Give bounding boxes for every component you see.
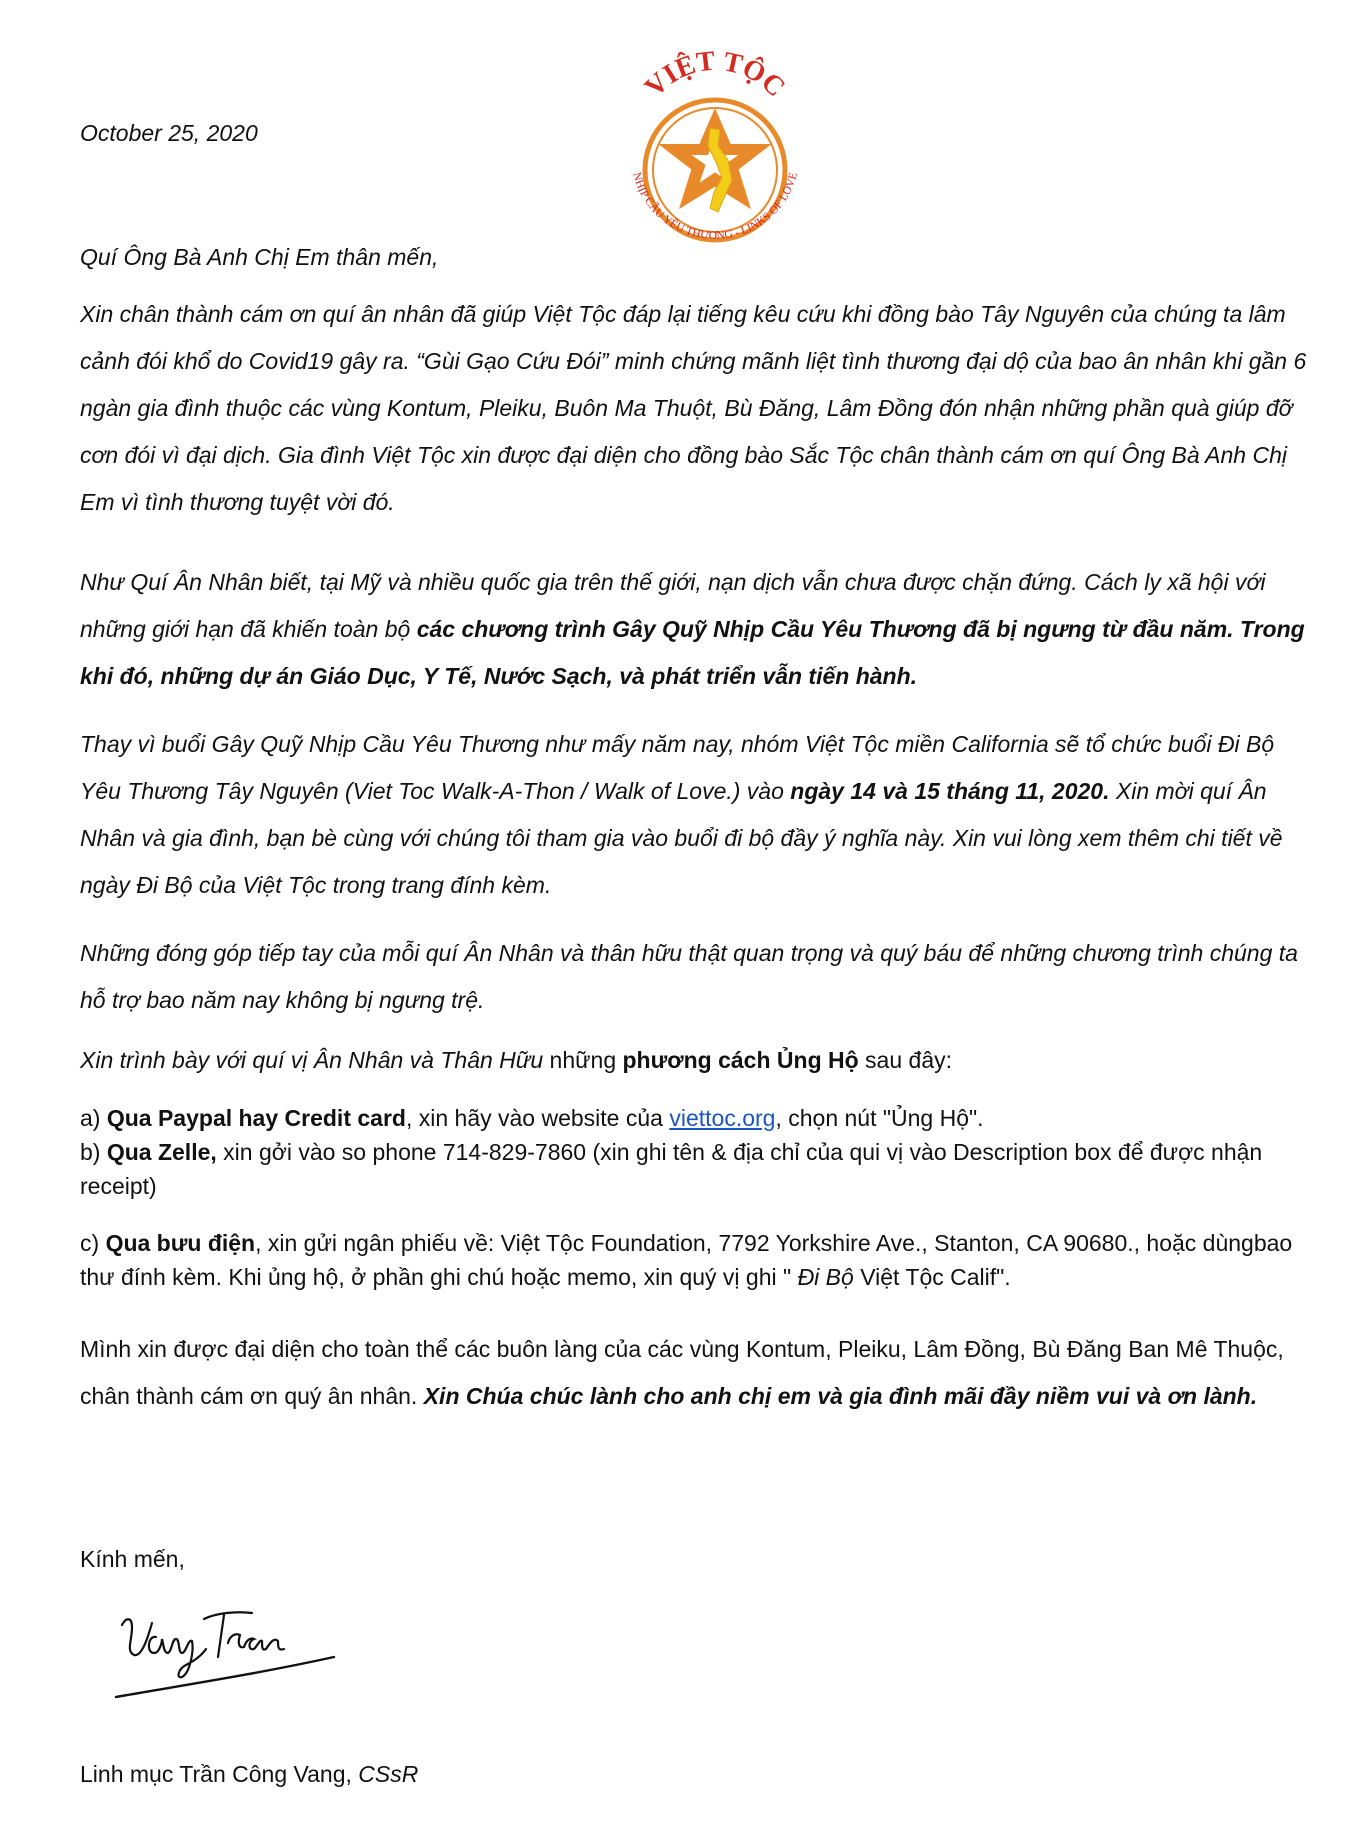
closing: Kính mến, (80, 1546, 185, 1572)
support-intro-connector: những (543, 1047, 623, 1073)
method-paypal (80, 1101, 1310, 1135)
method-a-prefix: a) (80, 1105, 107, 1131)
method-mail (80, 1226, 1310, 1294)
paragraph-walkathon-text: Thay vì buổi Gây Quỹ Nhịp Cầu Yêu Thương như mấy năm nay, nhóm Việt Tộc miền California sẽ tổ chức buổi Đi Bộ Yêu Thương Tây Nguyên (Viet Toc Walk-A-Thon / Walk of Love.) vào (80, 731, 1275, 804)
logo-tagline: NHỊP CẦU YÊU THƯƠNG - LINKS OF LOVE (630, 171, 800, 243)
paragraph-contributions: Những đóng góp tiếp tay của mỗi quí Ân Nhân và thân hữu thật quan trọng và quý báu để những chương trình chúng ta hỗ trợ bao năm nay không bị ngưng trệ. (80, 940, 1298, 1013)
method-a-end: , chọn nút "Ủng Hộ". (775, 1105, 984, 1131)
support-intro-text: Xin trình bày với quí vị Ân Nhân và Thân Hữu (80, 1047, 544, 1073)
paragraph-blessing-bold: Xin Chúa chúc lành cho anh chị em và gia đình mãi đầy niềm vui và ơn lành. (423, 1383, 1258, 1409)
method-c-end: Việt Tộc Calif". (853, 1264, 1011, 1290)
walkathon-dates: ngày 14 và 15 tháng 11, 2020. (790, 778, 1110, 804)
letter-date: October 25, 2020 (80, 120, 258, 146)
salutation: Quí Ông Bà Anh Chị Em thân mến, (80, 244, 439, 270)
method-c-italic: Đi Bộ (797, 1264, 854, 1290)
paragraph-support-methods-intro (80, 1037, 1310, 1084)
method-a-text: , xin hãy vào website của (405, 1105, 670, 1131)
paragraph-thanks: Xin chân thành cám ơn quí ân nhân đã giúp Việt Tộc đáp lại tiếng kêu cứu khi đồng bào Tây Nguyên của chúng ta lâm cảnh đói khổ do Covid19 gây ra. “Gùi Gạo Cứu Đói” minh chứng mãnh liệt tình thương đại dộ của bao ân nhân khi gần 6 ngàn gia đình thuộc các vùng Kontum, Pleiku, Buôn Ma Thuột, Bù Đăng, Lâm Đồng đón nhận những phần quà giúp đỡ cơn đói vì đại dịch. Gia đình Việt Tộc xin được đại diện cho đồng bào Sắc Tộc chân thành cám ơn quí Ông Bà Anh Chị Em vì tình thương tuyệt vời đó. (80, 301, 1307, 515)
method-zelle (80, 1135, 1310, 1203)
paragraph-walkathon-invite: Xin mời quí Ân Nhân và gia đình, bạn bè cùng với chúng tôi tham gia vào buổi đi bộ đầy ý nghĩa này. Xin vui lòng xem thêm chi tiết về ngày Đi Bộ của Việt Tộc trong trang đính kèm. (80, 778, 1283, 898)
method-b-bold: Qua Zelle, (106, 1139, 217, 1165)
support-intro-end: sau đây: (858, 1047, 953, 1073)
logo-title: VIỆT TỘC (638, 50, 792, 104)
signer-order: CSsR (358, 1761, 419, 1787)
method-c-text: , xin gửi ngân phiếu về: Việt Tộc Foundation, 7792 Yorkshire Ave., Stanton, CA 90680., hoặc dùngbao thư đính kèm. Khi ủng hộ, ở phần ghi chú hoặc memo, xin quý vị ghi " (80, 1230, 1293, 1290)
method-b-text: xin gởi vào so phone 714-829-7860 (xin ghi tên & địa chỉ của qui vị vào Description box để được nhận receipt) (80, 1139, 1263, 1199)
paragraph-blessing (80, 1326, 1310, 1420)
support-methods-heading: phương cách Ủng Hộ (622, 1047, 859, 1073)
signer (80, 1757, 1310, 1791)
paragraph-pandemic (80, 559, 1310, 700)
method-b-prefix: b) (80, 1139, 107, 1165)
signer-name: Linh mục Trần Công Vang, (80, 1761, 359, 1787)
method-c-bold: Qua bưu điện (105, 1230, 256, 1256)
support-methods-list (80, 1101, 1310, 1203)
paragraph-pandemic-bold: các chương trình Gây Quỹ Nhịp Cầu Yêu Thương đã bị ngưng từ đầu năm. Trong khi đó, những dự án Giáo Dục, Y Tế, Nước Sạch, và phát triển vẫn tiến hành. (80, 616, 1305, 689)
handwritten-signature (112, 1595, 352, 1705)
paragraph-blessing-text: Mình xin được đại diện cho toàn thể các buôn làng của các vùng Kontum, Pleiku, Lâm Đồng, Bù Đăng Ban Mê Thuộc, chân thành cám ơn quý ân nhân. (80, 1336, 1284, 1409)
viettoc-website-link[interactable]: viettoc.org (669, 1105, 776, 1131)
method-a-bold: Qua Paypal hay Credit card (106, 1105, 406, 1131)
paragraph-walkathon (80, 721, 1310, 909)
method-c-prefix: c) (80, 1230, 106, 1256)
paragraph-pandemic-text: Như Quí Ân Nhân biết, tại Mỹ và nhiều quốc gia trên thế giới, nạn dịch vẫn chưa được chặn đứng. Cách ly xã hội với những giới hạn đã khiến toàn bộ (80, 569, 1266, 642)
